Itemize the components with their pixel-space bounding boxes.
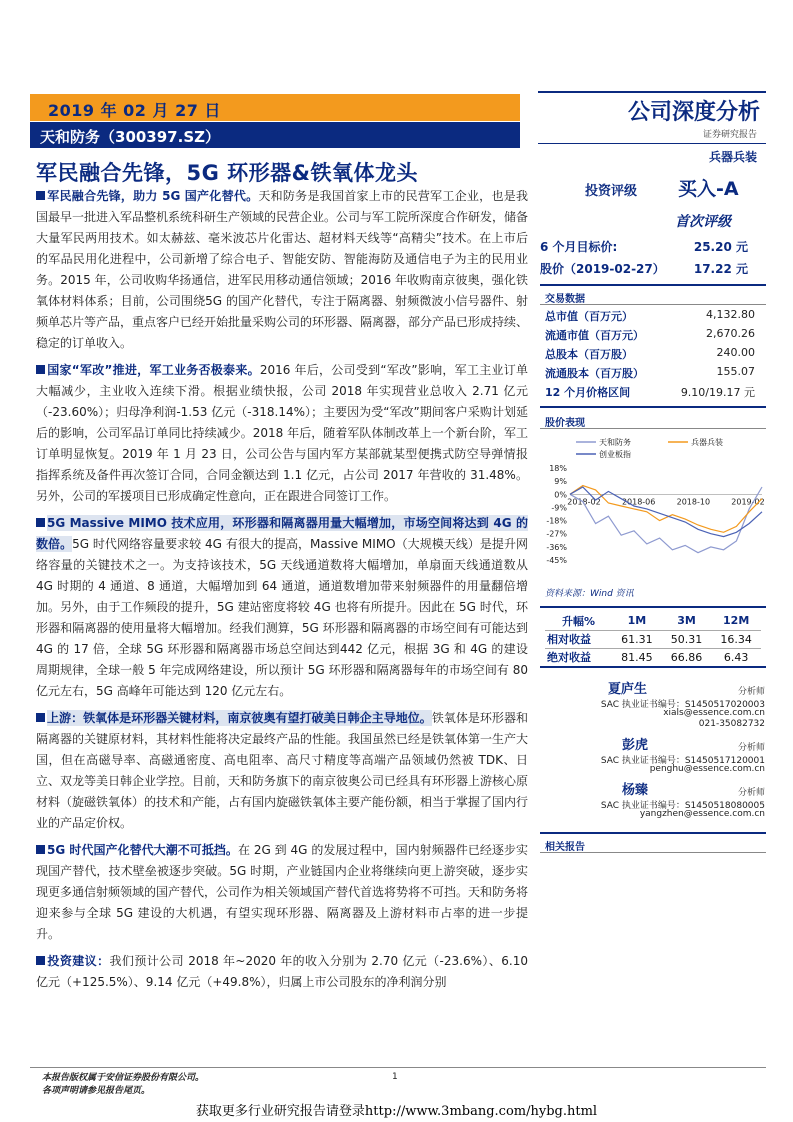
- paragraph-body: 2016 年后，公司受到“军改”影响，军工主业订单大幅减少，主业收入连续下滑。根据业绩快报，公司 2018 年实现营业总收入 2.71 亿元（-23.60%）；归母净利润-1.53 亿元（-318.14%）；主要因为受“军改”期间客户采购计划延后的影响，公司军品订单同比持续减少。2018 年后，随着军队体制改革上一个新台阶，军工订单明显恢复。2019 年 1 月 23 日，公司公告与国内军方某部就某型便携式防空导弹情报指挥系统及备件再次签订合同，合同金额达到 1.1 亿元，占公司 2017 年营收的 31.48%。另外，公司的军援项目已形成确定性意向，正在跟进合同签订工作。: [36, 363, 528, 503]
- paragraph-title: 投资建议：: [47, 954, 110, 968]
- y-tick-label: -45%: [546, 556, 567, 565]
- analyst-email[interactable]: yangzhen@essence.com.cn: [639, 809, 765, 819]
- divider: [540, 606, 766, 608]
- paragraph-body: 我们预计公司 2018 年~2020 年的收入分别为 2.70 亿元（-23.6%）、6.10 亿元（+125.5%）、9.14 亿元（+49.8%），归属上市公司股东的净利润分别: [36, 954, 528, 989]
- analyst-email[interactable]: penghu@essence.com.cn: [649, 764, 765, 774]
- trade-row: 12 个月价格区间 9.10/19.17 元: [545, 386, 755, 399]
- divider: [540, 428, 766, 429]
- page-number: 1: [392, 1072, 398, 1082]
- table-cell: 绝对收益: [547, 651, 591, 665]
- analyst-cert: SAC 执业证书编号：S1450518080005: [600, 801, 765, 811]
- paragraph-title: 上游：铁氧体是环形器关键材料，南京彼奥有望打破美日韩企主导地位。: [47, 711, 432, 725]
- divider: [540, 406, 766, 408]
- table-row: [545, 648, 761, 666]
- paragraph: [36, 513, 528, 702]
- table-header: 1M: [612, 612, 662, 630]
- table-cell: 6.43: [723, 650, 749, 664]
- footer-divider: [30, 1067, 766, 1068]
- paragraph-body: 天和防务是我国首家上市的民营军工企业，也是我国最早一批进入军品整机系统科研生产领域的民营企业。公司与军工院所深度合作研发，储备大量军民两用技术。如太赫兹、毫米波芯片化雷达、超材料天线等“高精尖”技术。在上市后的军品民用化进程中，公司新增了综合电子、智能安防、智能海防及通信电子为主的民用业务。2015 年，公司收购华扬通信，进军民用移动通信领域；2016 年收购南京彼奥，强化铁氧体材料体系；目前，公司围绕5G 的国产化替代，专注于隔离器、射频微波小信号器件、射频单芯片等产品，重点客户已经开始批量采购公司的环形器、隔离器，部分产品已形成持续、稳定的订单收入。: [36, 189, 529, 350]
- rating-label: 投资评级: [585, 184, 638, 199]
- analyst-phone: 021-35082732: [698, 719, 765, 729]
- divider: [540, 666, 766, 668]
- divider: [540, 304, 766, 305]
- legend-label: 天和防务: [599, 438, 631, 447]
- x-tick-label: 2018-10: [676, 497, 711, 507]
- paragraph: [36, 360, 528, 507]
- price-chart: [540, 432, 766, 582]
- report-type-box: [538, 91, 766, 127]
- bullet-square-icon: [36, 956, 45, 965]
- y-tick-label: -27%: [546, 529, 567, 539]
- divider: [540, 832, 766, 834]
- y-tick-label: 18%: [549, 464, 567, 473]
- analyst-name: 夏庐生: [608, 682, 648, 697]
- divider: [538, 143, 766, 144]
- rating-note: 首次评级: [675, 214, 731, 230]
- paragraph-body: 铁氧体是环形器和隔离器的关键原材料，其材料性能将决定最终产品的性能。我国虽然已经是铁氧体第一生产大国，但在高磁导率、高磁通密度、高电阻率、高尺寸精度等高端产品领域仍然被 TDK、日立、双龙等美日韩企业学控。目前，天和防务旗下的南京彼奥公司已经具有环形器上游核心原材料（旋磁铁氧体）的技术和产能，占有国内旋磁铁氧体主要产能份额，相当于掌握了国内行业的产品定价权。: [36, 711, 529, 830]
- company-name: 天和防务（300397.SZ）: [40, 128, 221, 146]
- chart-bg: [540, 432, 766, 582]
- analyst-role: 分析师: [737, 687, 765, 697]
- y-tick-label: -9%: [551, 503, 567, 513]
- x-tick-label: 2018-06: [621, 497, 656, 507]
- y-tick-label: 0%: [554, 490, 567, 500]
- report-type: 公司深度分析: [627, 100, 760, 125]
- bullet-square-icon: [36, 191, 45, 200]
- paragraph: [36, 840, 528, 945]
- report-subtitle: 证券研究报告: [702, 130, 757, 140]
- trade-row: 流通市值（百万元） 2,670.26: [545, 327, 755, 342]
- paragraph: [36, 186, 528, 354]
- perf-title: 股价表现: [545, 418, 585, 429]
- analyst-cert: SAC 执业证书编号：S1450517020003: [600, 700, 765, 710]
- table-cell: 81.45: [621, 650, 653, 664]
- table-header: 12M: [711, 612, 761, 630]
- disclaimer-line: 各项声明请参见报告尾页。: [42, 1086, 151, 1096]
- trade-row: 流通股本（百万股） 155.07: [545, 365, 755, 380]
- table-cell: 50.31: [662, 630, 712, 648]
- trade-row: 总股本（百万股） 240.00: [545, 346, 755, 361]
- paragraph-title: 5G 时代国产化替代大潮不可抵挡。: [47, 843, 238, 857]
- legend-label: 创业板指: [599, 450, 631, 459]
- main-text: [36, 186, 528, 999]
- table-header: 3M: [662, 612, 712, 630]
- analyst-role: 分析师: [737, 743, 765, 753]
- page-title: 军民融合先锋，5G 环形器&铁氧体龙头: [36, 161, 418, 185]
- paragraph-title: 国家“军改”推进，军工业务否极泰来。: [47, 363, 260, 377]
- analyst-cert: SAC 执业证书编号：S1450517120001: [600, 756, 765, 766]
- table-header: 升幅%: [545, 612, 612, 630]
- analyst-name: 杨臻: [622, 783, 649, 798]
- report-date: 2019 年 02 月 27 日: [48, 101, 221, 120]
- bullet-square-icon: [36, 713, 45, 722]
- bullet-square-icon: [36, 518, 45, 527]
- paragraph: [36, 708, 528, 834]
- y-tick-label: -36%: [546, 542, 567, 552]
- industry-label: 兵器兵装: [708, 150, 757, 164]
- table-cell: 相对收益: [545, 630, 612, 648]
- paragraph-body: 5G 时代网络容量要求较 4G 有很大的提高，Massive MIMO（大规模天线）是提升网络容量的关键技术之一。为支持该技术，5G 天线通道数将大幅增加，单扇面天线通道数从 4G 时期的 4 通道、8 通道，大幅增加到 64 通道，通道数增加带来射频器件的用量翻倍增加。另外，由于工作频段的提升，5G 建站密度将较 4G 也将有所提升。因此在 5G 时代，环形器和隔离器的使用量将大幅增加。经我们测算，5G 环形器和隔离器的市场空间有可能达到 4G 的 17 倍，全球 5G 环形器和隔离器市场总空间达到442 亿元，根据 3G 和 4G 的建设周期规律，全球一般 5 年完成网络建设，所以预计 5G 环形器和隔离器每年的市场空间有 80 亿元左右，5G 高峰年可能达到 120 亿元左右。: [36, 537, 528, 698]
- paragraph-body: 在 2G 到 4G 的发展过程中，国内射频器件已经逐步实现国产替代，技术壁垒被逐步突破。5G 时期，产业链国内企业将继续向更上游突破，逐步实现更多通信射频领域的国产替代，公司作为相关领域国产替代首选将势将不可挡。天和防务将迎来参与全球 5G 建设的大机遇，有望实现环形器、隔离器及上游材料市占率的进一步提升。: [36, 843, 529, 941]
- divider: [540, 284, 766, 286]
- table-header-row: [545, 612, 761, 630]
- trade-row: 总市值（百万元） 4,132.80: [545, 308, 755, 323]
- performance-table: [545, 612, 761, 666]
- x-tick-label: 2019-02: [731, 497, 765, 507]
- table-row: [545, 630, 761, 648]
- paragraph-title: 5G Massive MIMO 技术应用，环形器和隔离器用量大幅增加，市场空间将达到 4G 的数倍。: [36, 516, 528, 551]
- related-reports-title: 相关报告: [545, 842, 585, 853]
- rating-value: 买入-A: [678, 178, 739, 200]
- legend-label: 兵器兵装: [691, 438, 723, 447]
- paragraph-title: 军民融合先锋，助力 5G 国产化替代。: [47, 189, 259, 203]
- disclaimer-line: 本报告版权属于安信证券股份有限公司。: [42, 1073, 205, 1083]
- analyst-name: 彭虎: [622, 738, 649, 753]
- bullet-square-icon: [36, 365, 45, 374]
- current-price: 股价（2019-02-27） 17.22 元: [540, 262, 748, 276]
- y-tick-label: 9%: [554, 477, 567, 487]
- table-cell: 61.31: [612, 630, 662, 648]
- divider: [540, 852, 766, 853]
- analyst-role: 分析师: [737, 788, 765, 798]
- bullet-square-icon: [36, 845, 45, 854]
- chart-source: 资料来源：Wind 资讯: [545, 589, 634, 599]
- paragraph: [36, 951, 528, 993]
- x-tick-label: 2018-02: [567, 497, 601, 507]
- target-price: 6 个月目标价: 25.20 元: [540, 240, 748, 254]
- table-cell: 16.34: [711, 630, 761, 648]
- table-cell: 66.86: [670, 650, 703, 664]
- trade-title: 交易数据: [545, 294, 585, 305]
- y-tick-label: -18%: [546, 516, 567, 526]
- analyst-email[interactable]: xials@essence.com.cn: [663, 708, 765, 718]
- promo-link[interactable]: 获取更多行业研究报告请登录http://www.3mbang.com/hybg.html: [195, 1104, 598, 1119]
